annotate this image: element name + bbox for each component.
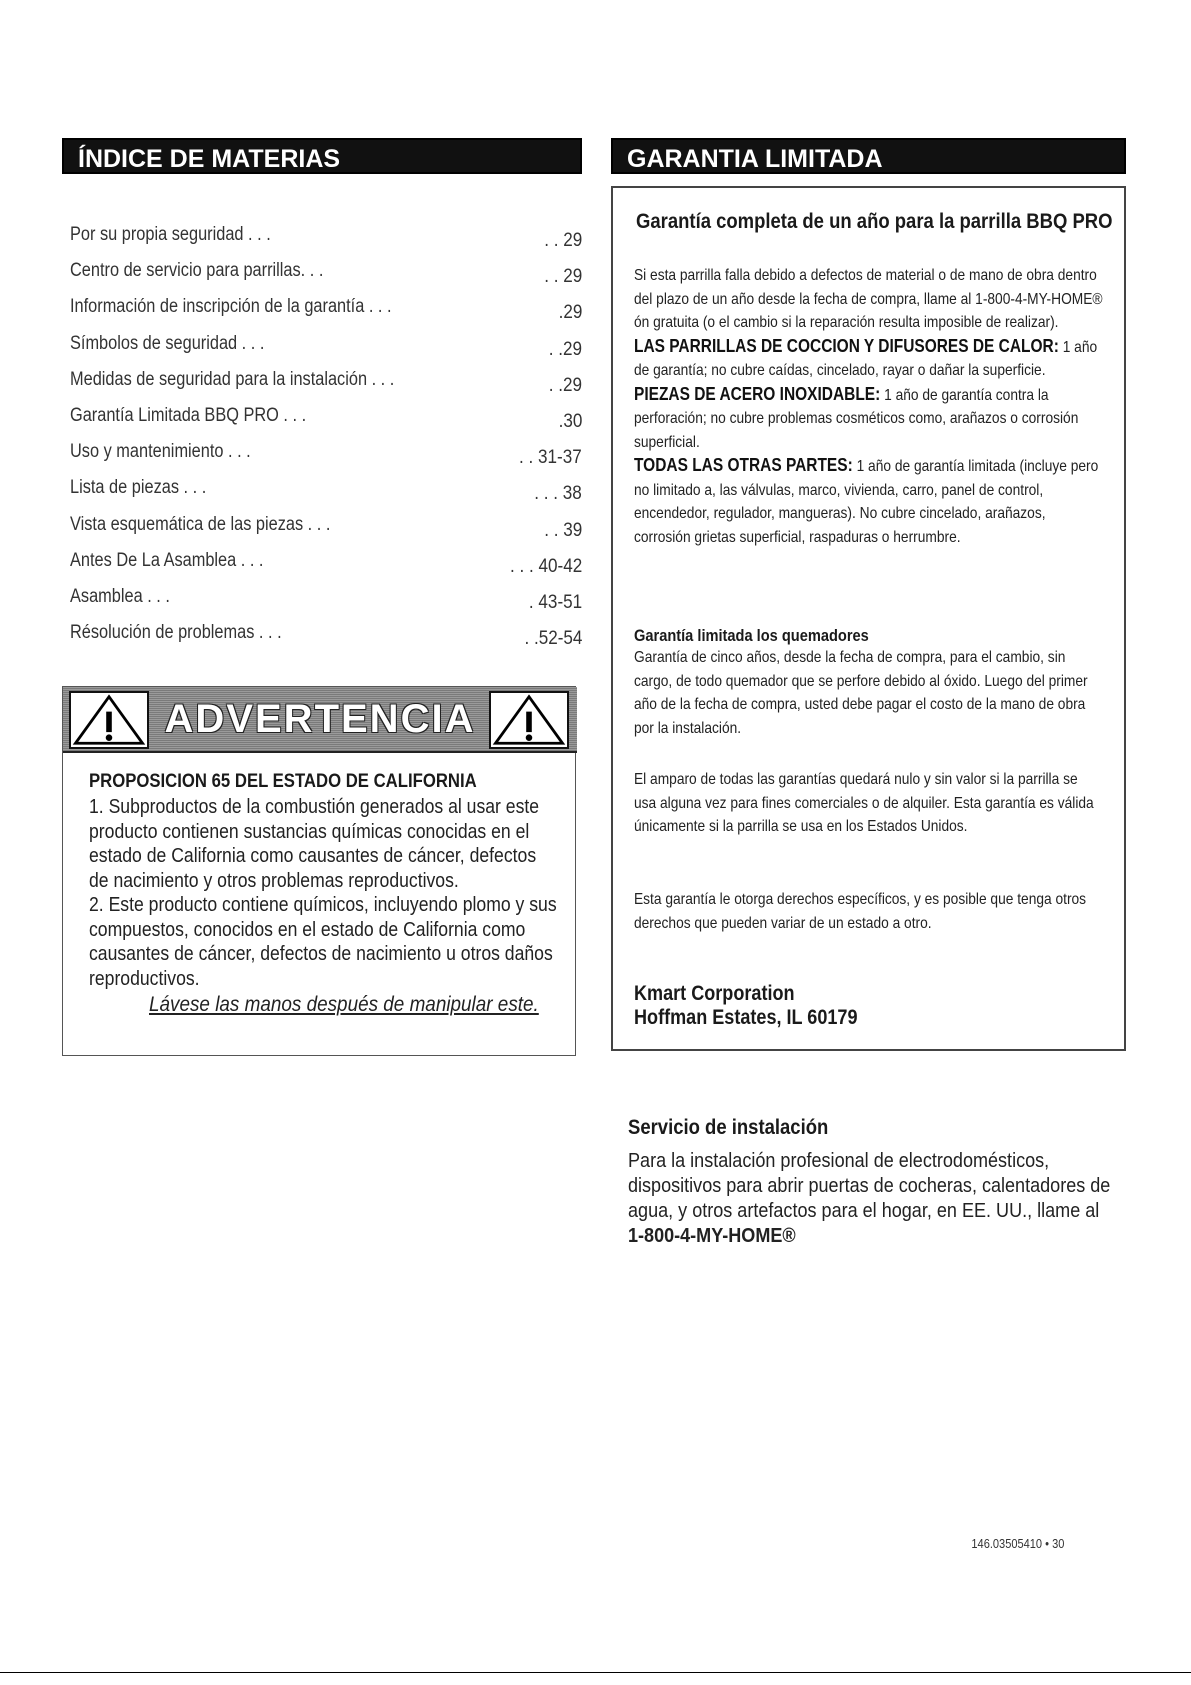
- warranty-burners: [634, 626, 1103, 740]
- warranty-void-text: El amparo de todas las garantías quedará nulo y sin valor si la parrilla se usa alguna vez para fines comerciales o de alquiler. Esta garantía es válida únicamente si la parrilla se usa en los Estados Unidos.: [634, 771, 1094, 835]
- installation-body: [628, 1148, 1147, 1248]
- toc-item: [62, 514, 582, 550]
- toc-item-label: Uso y mantenimiento . . .: [70, 441, 251, 463]
- toc-item-label: Información de inscripción de la garantía . . .: [70, 296, 392, 318]
- toc-item-page: . . 31-37: [519, 447, 582, 469]
- warning-handwash-note: Lávese las manos después de manipular este.: [149, 993, 539, 1016]
- company-address: Hoffman Estates, IL 60179: [634, 1006, 858, 1029]
- toc-item-label: Garantía Limitada BBQ PRO . . .: [70, 404, 307, 426]
- warranty-burners-text: Garantía de cinco años, desde la fecha de compra, para el cambio, sin cargo, de todo quemador que se perfore debido al óxido. Luego del primer año de la fecha de compra, usted debe pagar el costo de la mano de obra por la instalación.: [634, 649, 1088, 737]
- warranty-rights: [634, 888, 1103, 935]
- warranty-other-text: 1 año de garantía limitada (incluye pero no limitado a, las válvulas, marco, vivienda, carro, panel de control, encendedor, regulador, mangueras). No cubre cincelado, arañazos, corrosión grietas superficial, raspaduras o herrumbre.: [634, 458, 1099, 546]
- installation-text: Para la instalación profesional de electrodomésticos, dispositivos para abrir puertas de cocheras, calentadores de agua, y otros artefactos para el hogar, en EE. UU., llame al: [628, 1149, 1111, 1222]
- toc-item: [62, 550, 582, 586]
- toc-item-page: .29: [558, 302, 582, 324]
- toc-item: [62, 333, 582, 369]
- toc-item: [62, 477, 582, 513]
- toc-item-page: . .52-54: [524, 628, 582, 650]
- company-name: Kmart Corporation: [634, 982, 795, 1005]
- toc-item-label: Antes De La Asamblea . . .: [70, 549, 264, 571]
- warranty-grates-label: LAS PARRILLAS DE COCCION Y DIFUSORES DE CALOR:: [634, 335, 1059, 356]
- warranty-grates: [634, 335, 1103, 383]
- toc-item-page: . . 39: [543, 519, 582, 541]
- warning-paragraph: 2. Este producto contiene químicos, incluyendo plomo y sus compuestos, conocidos en el estado de California como causantes de cáncer, defectos de nacimiento u otros daños reproductivos.: [89, 894, 557, 990]
- warranty-void: [634, 768, 1103, 839]
- warranty-other: [634, 454, 1103, 549]
- warning-paragraph: 1. Subproductos de la combustión generados al usar este producto contienen sustancias químicas conocidas en el estado de California como causantes de cáncer, defectos de nacimiento y otros problemas reproductivos.: [89, 796, 540, 892]
- toc-item-page: . . . 40-42: [509, 555, 582, 577]
- installation-title: Servicio de instalación: [628, 1116, 829, 1139]
- warranty-company: [634, 982, 1103, 1030]
- warning-triangle-icon: [489, 691, 569, 749]
- warranty-section: [611, 138, 1126, 1029]
- installation-phone: 1-800-4-MY-HOME®: [628, 1224, 796, 1247]
- toc-item: [62, 586, 582, 622]
- toc-item-page: . .29: [548, 338, 582, 360]
- warranty-other-label: TODAS LAS OTRAS PARTES:: [634, 455, 853, 475]
- warning-box: [62, 686, 576, 1056]
- warranty-steel-label: PIEZAS DE ACERO INOXIDABLE:: [634, 383, 881, 404]
- warranty-rights-text: Esta garantía le otorga derechos específicos, y es posible que tenga otros derechos que pueden variar de un estado a otro.: [634, 891, 1087, 932]
- toc-item-page: .30: [558, 410, 582, 432]
- toc-item-label: Centro de servicio para parrillas. . .: [70, 260, 324, 282]
- toc-item: [62, 405, 582, 441]
- warning-banner-title: ADVERTENCIA: [164, 697, 476, 741]
- toc-list: [62, 224, 582, 658]
- toc-item: [62, 622, 582, 658]
- toc-item-label: Asamblea . . .: [70, 585, 170, 607]
- warning-triangle-svg: [491, 693, 567, 747]
- warranty-steel: [634, 383, 1103, 455]
- toc-item-page: . 43-51: [528, 591, 582, 613]
- toc-item: [62, 224, 582, 260]
- toc-item-page: . . . 38: [534, 483, 582, 505]
- warranty-box: [611, 186, 1126, 1051]
- toc-header: ÍNDICE DE MATERIAS: [62, 138, 582, 174]
- warning-body: [89, 771, 559, 1017]
- warranty-terms: [634, 264, 1103, 549]
- warning-banner: [63, 687, 577, 753]
- toc-item-label: Por su propia seguridad . . .: [70, 224, 271, 245]
- warning-triangle-icon: [69, 691, 149, 749]
- warranty-burners-title: Garantía limitada los quemadores: [634, 626, 869, 645]
- toc-item: [62, 441, 582, 477]
- warranty-grates-text: 1 año de garantía; no cubre caídas, cincelado, rayar o dañar la superficie.: [634, 338, 1098, 379]
- warning-triangle-svg: [71, 693, 147, 747]
- toc-item-label: Lista de piezas . . .: [70, 477, 207, 499]
- warranty-header: GARANTIA LIMITADA: [611, 138, 1126, 174]
- toc-item: [62, 260, 582, 296]
- installation-service: [628, 1116, 1148, 1248]
- toc-item-page: . . 29: [543, 266, 582, 288]
- toc-item-label: Medidas de seguridad para la instalación . . .: [70, 368, 395, 390]
- toc-item: [62, 296, 582, 332]
- toc-item-page: . . 29: [543, 230, 582, 251]
- page-bottom-rule: [0, 1672, 1191, 1673]
- toc-item-page: . .29: [548, 374, 582, 396]
- toc-item-label: Résolución de problemas . . .: [70, 622, 282, 644]
- warning-heading: PROPOSICION 65 DEL ESTADO DE CALIFORNIA: [89, 771, 477, 792]
- toc-item-label: Símbolos de seguridad . . .: [70, 332, 265, 354]
- warranty-intro: Si esta parrilla falla debido a defectos de material o de mano de obra dentro del plazo de un año desde la fecha de compra, llame al 1-800-4-MY-HOME® ón gratuita (o el cambio si la reparación resulta imposible de realizar).: [634, 267, 1103, 331]
- toc-item-label: Vista esquemática de las piezas . . .: [70, 513, 331, 535]
- toc-item: [62, 369, 582, 405]
- table-of-contents: [62, 138, 582, 658]
- warranty-subtitle: Garantía completa de un año para la parrilla BBQ PRO: [636, 210, 1113, 233]
- warranty-steel-text: 1 año de garantía contra la perforación; no cubre problemas cosméticos como, arañazos o corrosión superficial.: [634, 386, 1079, 451]
- page-footer-code: 146.03505410 • 30: [971, 1536, 1064, 1551]
